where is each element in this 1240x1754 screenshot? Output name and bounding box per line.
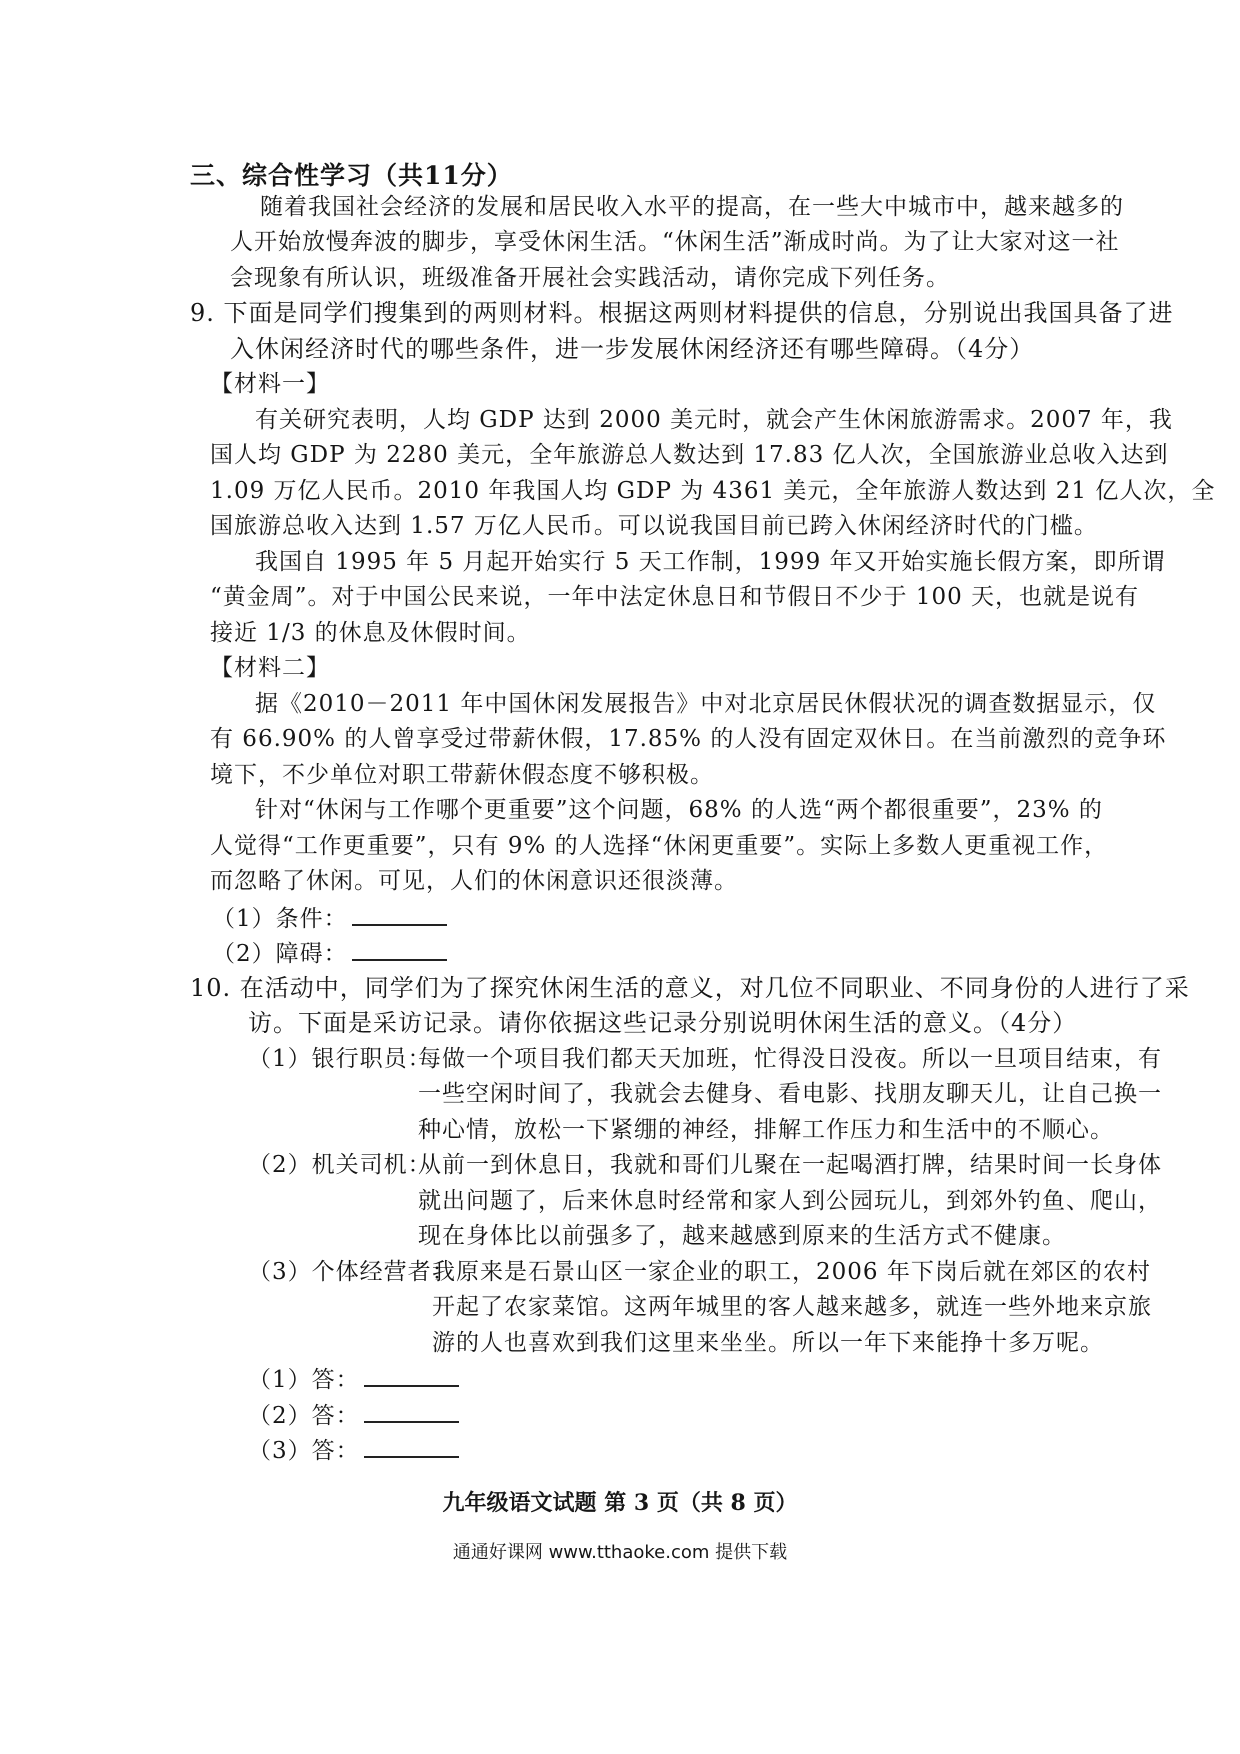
q10-answer-1 bbox=[248, 1363, 459, 1395]
material-1-line: 我国自 1995 年 5 月起开始实行 5 天工作制，1999 年又开始实施长假方案，即所谓 bbox=[255, 548, 1166, 575]
interview-1-speaker: （1）银行职员： bbox=[248, 1045, 432, 1072]
intro-line: 会现象有所认识，班级准备开展社会实践活动，请你完成下列任务。 bbox=[230, 264, 950, 291]
material-1-line: 有关研究表明，人均 GDP 达到 2000 美元时，就会产生休闲旅游需求。2007 年，我 bbox=[255, 406, 1173, 433]
page-footer: 九年级语文试题 第 3 页（共 8 页） bbox=[442, 1489, 798, 1516]
intro-line: 人开始放慢奔波的脚步，享受休闲生活。“休闲生活”渐成时尚。为了让大家对这一社 bbox=[230, 229, 1120, 255]
material-2-line: 有 66.90% 的人曾享受过带薪休假，17.85% 的人没有固定双休日。在当前激烈的竞争环 bbox=[210, 726, 1167, 752]
q10-answer-2 bbox=[248, 1399, 459, 1431]
answer-label: （3）答： bbox=[248, 1438, 360, 1464]
answer-label: （1）答： bbox=[248, 1367, 360, 1393]
material-1-line: “黄金周”。对于中国公民来说，一年中法定休息日和节假日不少于 100 天，也就是说有 bbox=[210, 584, 1140, 610]
intro-line: 随着我国社会经济的发展和居民收入水平的提高，在一些大中城市中，越来越多的 bbox=[260, 193, 1124, 220]
question-10-cont: 访。下面是采访记录。请你依据这些记录分别说明休闲生活的意义。（4分） bbox=[248, 1009, 1078, 1037]
interview-2-line: 从前一到休息日，我就和哥们儿聚在一起喝酒打牌，结果时间一长身体 bbox=[418, 1152, 1162, 1178]
q10-answer-3 bbox=[248, 1434, 459, 1466]
interview-2-line: 就出问题了，后来休息时经常和家人到公园玩儿，到郊外钓鱼、爬山， bbox=[418, 1187, 1162, 1214]
question-9: 9. 下面是同学们搜集到的两则材料。根据这两则材料提供的信息，分别说出我国具备了进 bbox=[190, 299, 1174, 327]
interview-3-line: 游的人也喜欢到我们这里来坐坐。所以一年下来能挣十多万呢。 bbox=[432, 1329, 1104, 1356]
section-title: 三、综合性学习（共11分） bbox=[190, 161, 513, 190]
answer-label: （2）障碍： bbox=[212, 941, 348, 967]
interview-3-line: 我原来是石景山区一家企业的职工，2006 年下岗后就在郊区的农村 bbox=[432, 1258, 1151, 1285]
material-2-line: 而忽略了休闲。可见，人们的休闲意识还很淡薄。 bbox=[210, 868, 738, 894]
material-2-line: 针对“休闲与工作哪个更重要”这个问题，68% 的人选“两个都很重要”，23% 的 bbox=[255, 797, 1103, 823]
material-1-line: 国旅游总收入达到 1.57 万亿人民币。可以说我国目前已跨入休闲经济时代的门槛。 bbox=[210, 513, 1098, 539]
material-1-line: 国人均 GDP 为 2280 美元，全年旅游总人数达到 17.83 亿人次，全国旅游业总收入达到 bbox=[210, 442, 1169, 468]
interview-2-line: 现在身体比以前强多了，越来越感到原来的生活方式不健康。 bbox=[418, 1223, 1066, 1249]
question-9-cont: 入休闲经济时代的哪些条件，进一步发展休闲经济还有哪些障碍。（4分） bbox=[230, 334, 1035, 363]
answer-blank[interactable] bbox=[364, 1399, 459, 1423]
material-1-label: 【材料一】 bbox=[210, 371, 330, 397]
source-line: 通通好课网 www.tthaoke.com 提供下载 bbox=[452, 1541, 788, 1563]
question-10: 10. 在活动中，同学们为了探究休闲生活的意义，对几位不同职业、不同身份的人进行了采 bbox=[190, 973, 1190, 1002]
answer-label: （1）条件： bbox=[212, 905, 348, 932]
material-2-line: 据《2010－2011 年中国休闲发展报告》中对北京居民休假状况的调查数据显示，仅 bbox=[255, 690, 1157, 717]
interview-1-line: 一些空闲时间了，我就会去健身、看电影、找朋友聊天儿，让自己换一 bbox=[418, 1081, 1162, 1107]
interview-3-line: 开起了农家菜馆。这两年城里的客人越来越多，就连一些外地来京旅 bbox=[432, 1294, 1152, 1320]
answer-blank[interactable] bbox=[364, 1363, 459, 1387]
answer-label: （2）答： bbox=[248, 1402, 360, 1429]
material-2-line: 人觉得“工作更重要”，只有 9% 的人选择“休闲更重要”。实际上多数人更重视工作， bbox=[210, 832, 1109, 859]
interview-1-line: 每做一个项目我们都天天加班，忙得没日没夜。所以一旦项目结束，有 bbox=[418, 1045, 1162, 1072]
interview-3-speaker: （3）个体经营者： bbox=[248, 1258, 456, 1285]
answer-blank[interactable] bbox=[364, 1434, 459, 1458]
interview-2-speaker: （2）机关司机： bbox=[248, 1152, 432, 1178]
material-1-line: 接近 1/3 的休息及休假时间。 bbox=[210, 619, 531, 646]
material-2-line: 境下，不少单位对职工带薪休假态度不够积极。 bbox=[210, 761, 714, 788]
material-1-line: 1.09 万亿人民币。2010 年我国人均 GDP 为 4361 美元，全年旅游人数达到 21 亿人次，全 bbox=[210, 477, 1216, 504]
material-2-label: 【材料二】 bbox=[210, 655, 330, 681]
interview-1-line: 种心情，放松一下紧绷的神经，排解工作压力和生活中的不顺心。 bbox=[418, 1116, 1114, 1143]
